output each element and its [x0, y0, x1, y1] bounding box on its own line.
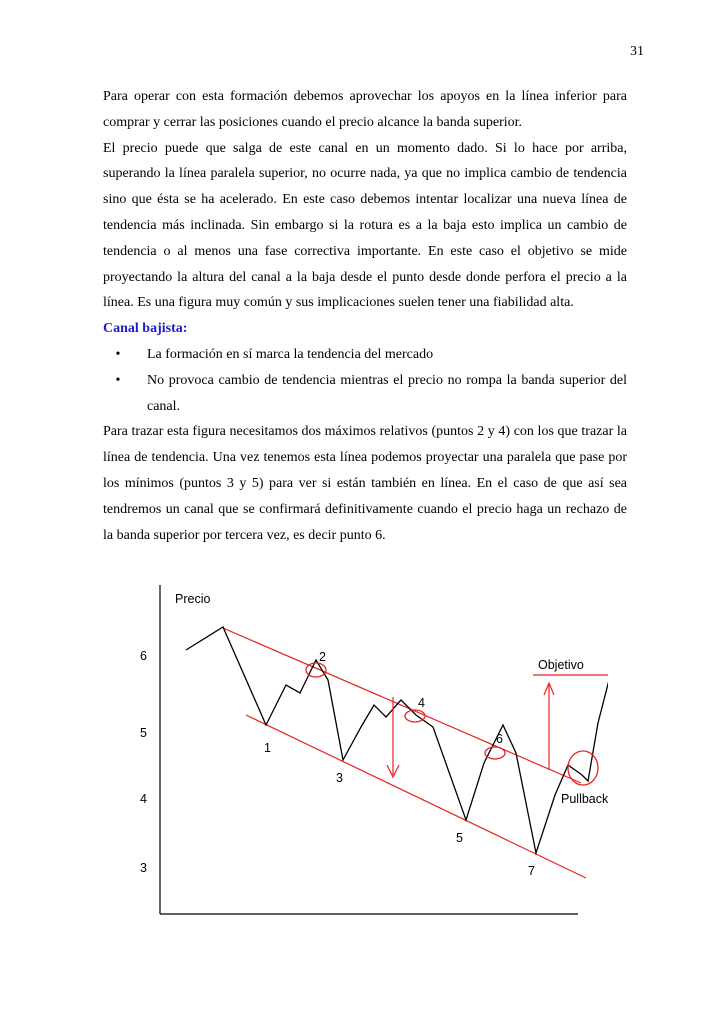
circle-point-6 — [485, 747, 505, 759]
paragraph-intro: Para operar con esta formación debemos aprovechar los apoyos en la línea inferior para comprar y cerrar las posiciones cuando el precio alcance la banda superior. — [103, 89, 627, 130]
section-heading: Canal bajista: — [103, 321, 188, 337]
objetivo-label: Objetivo — [538, 658, 584, 672]
body-text — [103, 84, 627, 548]
y-axis-title: Precio — [175, 592, 211, 606]
point-label-2: 2 — [319, 650, 326, 664]
upper-channel-line — [223, 628, 581, 783]
pullback-label: Pullback — [561, 792, 608, 806]
paragraph-trazado: Para trazar esta figura necesitamos dos máximos relativos (puntos 2 y 4) con los que trazar la línea de tendencia. Una vez tenemos esta línea podemos proyectar una paralela que pase por los mínimos (puntos 3 y 5) para ver si están también en línea. En el caso de que así sea tendremos un canal que se confirmará definitivamente cuando el precio haga un rechazo de la banda superior por tercera vez, es decir punto 6. — [103, 424, 627, 543]
y-tick-label: 5 — [140, 726, 147, 740]
point-label-3: 3 — [336, 771, 343, 785]
y-tick-label: 4 — [140, 792, 147, 806]
canal-bajista-chart — [118, 585, 608, 925]
bullet-text: No provoca cambio de tendencia mientras el precio no rompa la banda superior del canal. — [147, 372, 627, 414]
bullet-icon: • — [115, 346, 121, 362]
point-label-4: 4 — [418, 696, 425, 710]
chart-svg — [118, 585, 608, 925]
bullet-item — [103, 368, 627, 420]
y-tick-label: 3 — [140, 861, 147, 875]
point-label-5: 5 — [456, 831, 463, 845]
bullet-text: La formación en sí marca la tendencia del mercado — [147, 346, 434, 362]
point-label-1: 1 — [264, 741, 271, 755]
circle-point-4 — [405, 710, 425, 722]
bullet-item — [103, 342, 627, 368]
y-tick-label: 6 — [140, 649, 147, 663]
page-number: 31 — [630, 44, 644, 59]
projection-arrow-down — [387, 697, 399, 777]
paragraph-breakout: El precio puede que salga de este canal en un momento dado. Si lo hace por arriba, superando la línea paralela superior, no ocurre nada, ya que no implica cambio de tendencia sino que ésta se ha acelerado. En este caso debemos intentar localizar una nueva línea de tendencia más inclinada. Sin embargo si la rotura es a la baja esto implica un cambio de tendencia o al menos una fase correctiva importante. En este caso el objetivo se mide proyectando la altura del canal a la baja desde el punto desde donde perfora el precio a la línea. Es una figura muy común y sus implicaciones suelen tener una fiabilidad alta. — [103, 140, 627, 311]
objetivo-arrow-up — [544, 683, 554, 770]
point-label-6: 6 — [496, 732, 503, 746]
point-label-7: 7 — [528, 864, 535, 878]
bullet-list — [103, 342, 627, 419]
circle-point-2 — [306, 663, 326, 677]
lower-channel-line — [246, 715, 586, 878]
bullet-icon: • — [115, 372, 121, 388]
